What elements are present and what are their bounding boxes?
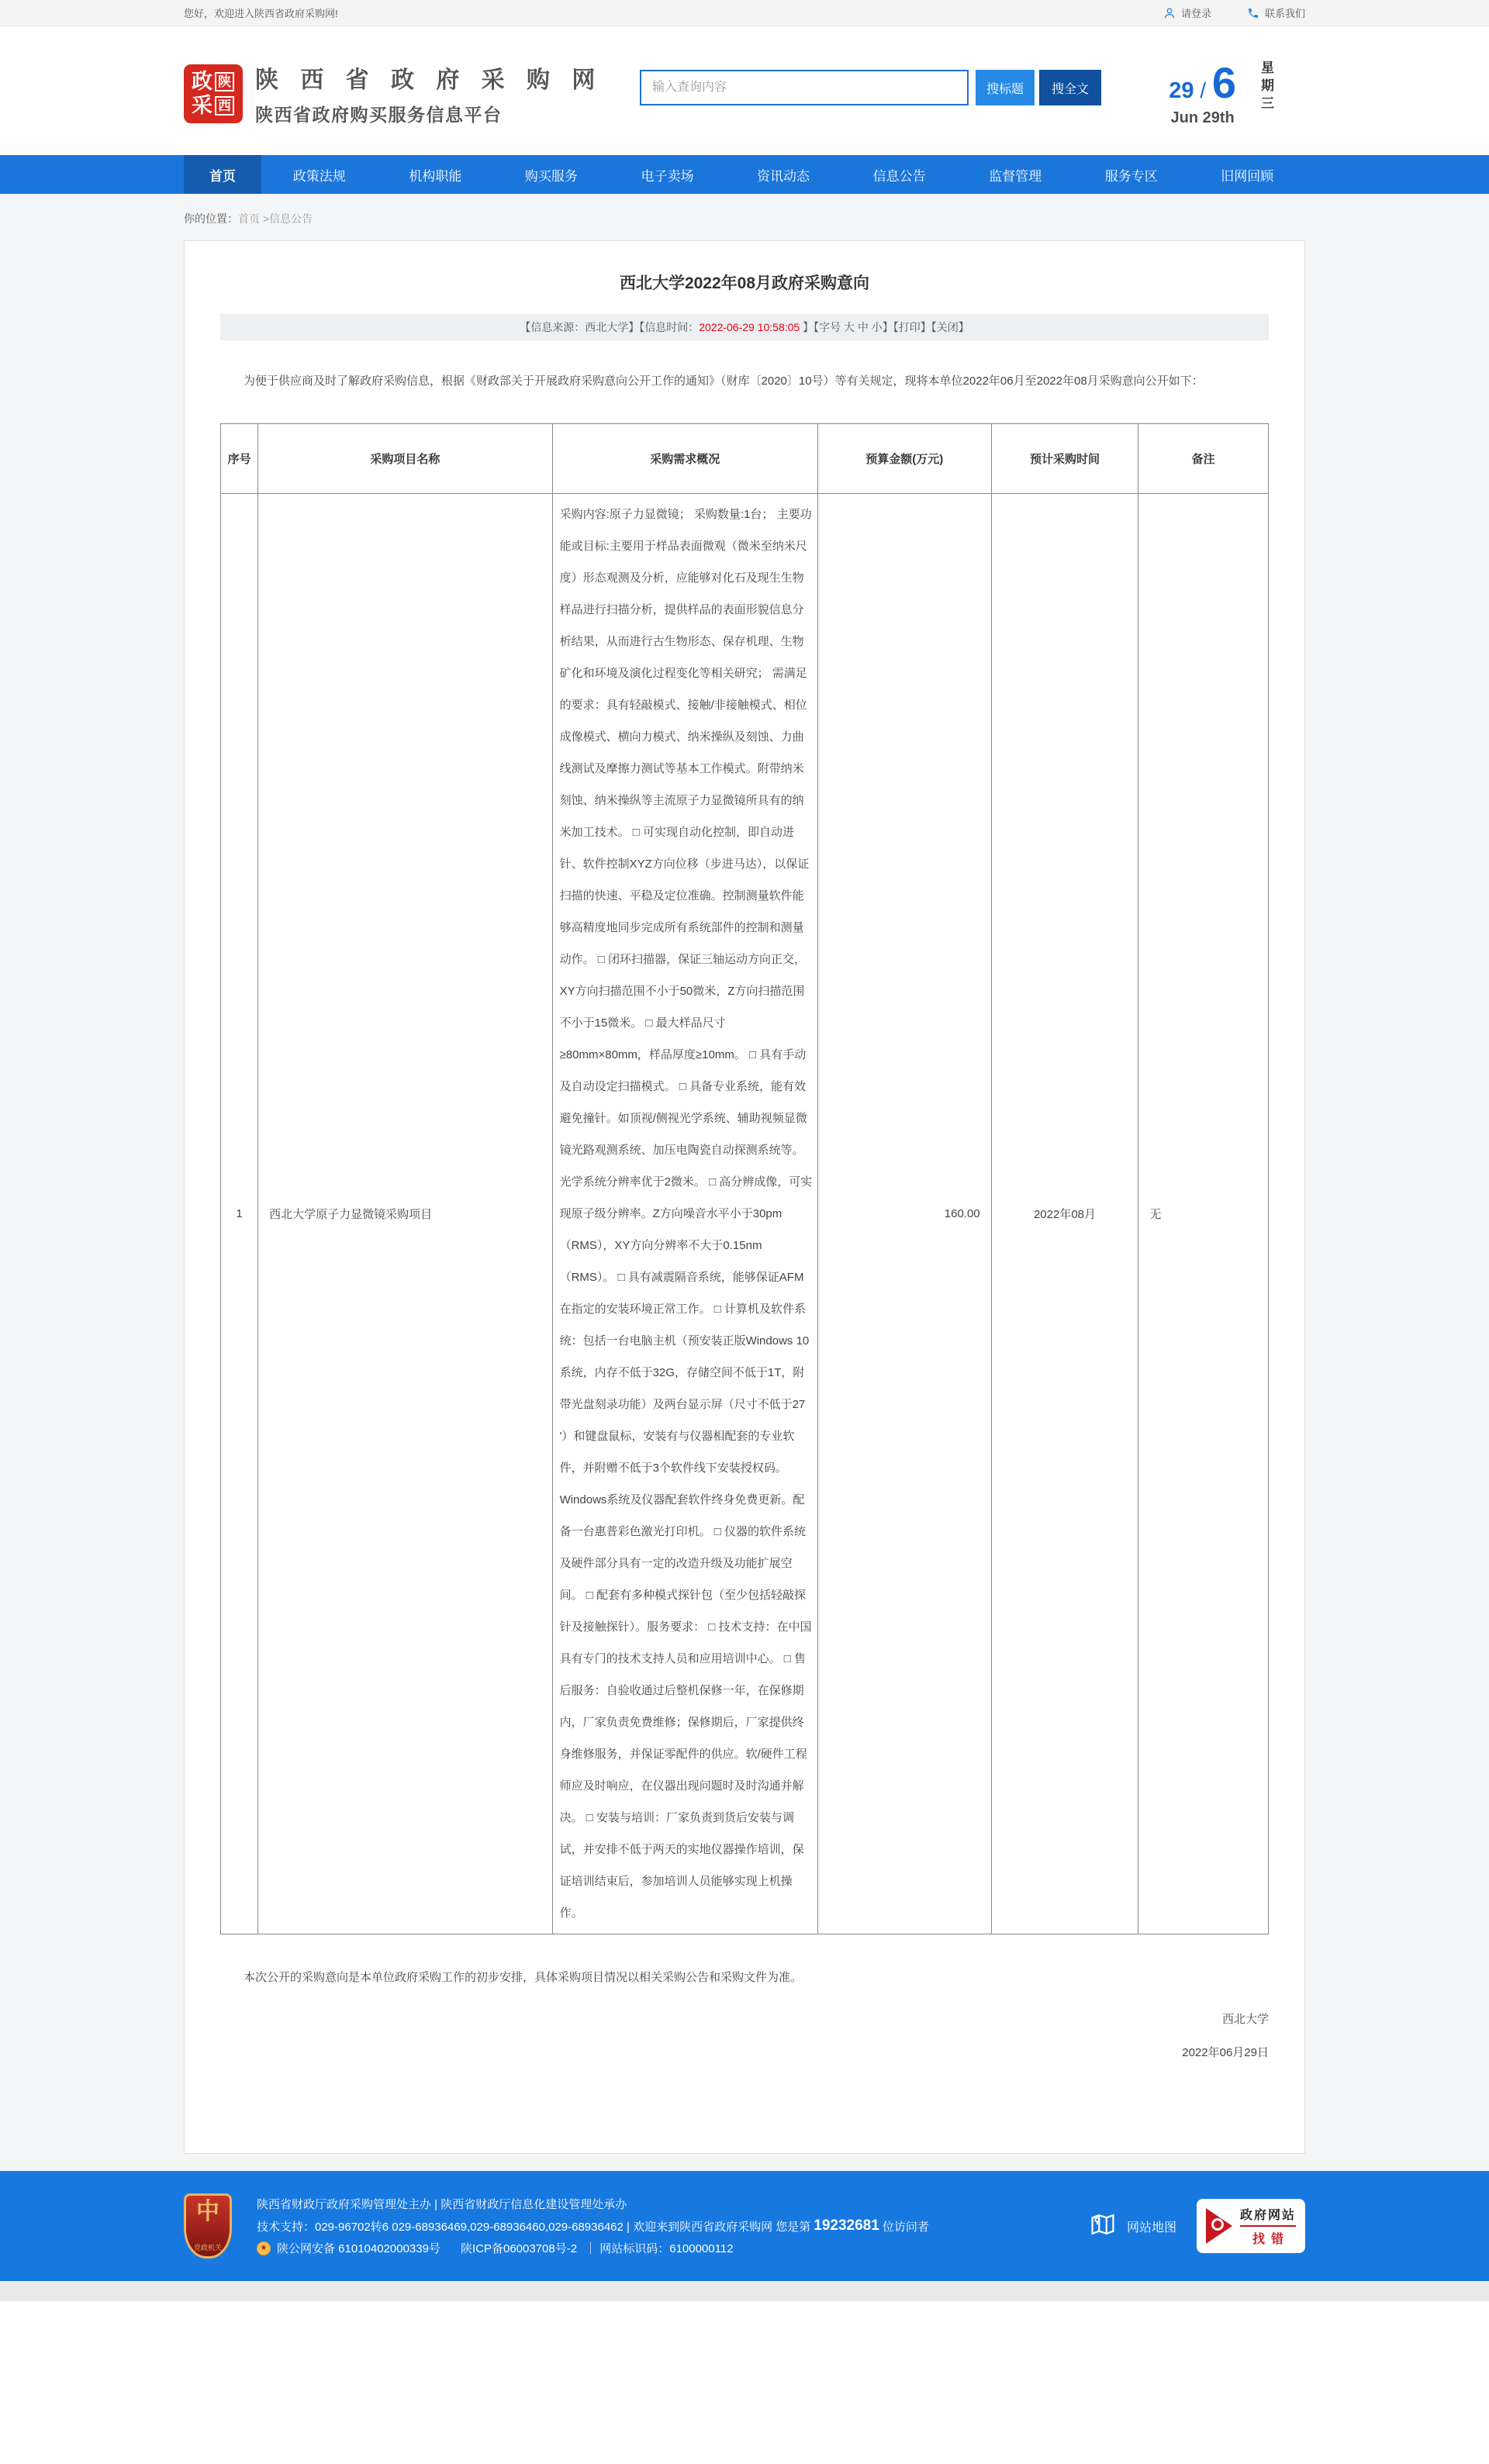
- search-title-button[interactable]: 搜标题: [976, 70, 1035, 105]
- find-error-icon: [1206, 2208, 1232, 2244]
- search-fulltext-button[interactable]: 搜全文: [1039, 70, 1101, 105]
- user-icon: [1163, 7, 1176, 19]
- row-budget: 160.00: [817, 494, 991, 1934]
- welcome-text: 您好，欢迎进入陕西省政府采购网!: [184, 8, 338, 19]
- date-widget: 29 / 6 Jun 29th 星期三: [1169, 57, 1276, 127]
- footer-beian-line: [257, 2240, 1073, 2256]
- nav-item-functions[interactable]: 机构职能: [409, 168, 462, 184]
- main-nav: [0, 155, 1489, 194]
- signature-date: 2022年06月29日: [1182, 2046, 1269, 2059]
- closing-paragraph: 本次公开的采购意向是本单位政府采购工作的初步安排，具体采购项目情况以相关采购公告和采购文件为准。: [244, 1971, 803, 1984]
- search-input[interactable]: [640, 70, 969, 105]
- nav-item-announcements[interactable]: 信息公告: [872, 168, 926, 184]
- footer: [0, 2171, 1489, 2281]
- col-header-requirement: 采购需求概况: [552, 424, 817, 494]
- footer-support-line: 技术支持：029-96702转6 029-68936469,029-68936460,029-68936462 | 欢迎来到陕西省政府采购网 您是第 19232681 位访问者: [257, 2217, 929, 2234]
- page-title: 西北大学2022年08月政府采购意向: [619, 274, 870, 292]
- logo-icon: 政 陕 采 西: [184, 64, 243, 123]
- nav-item-service-zone[interactable]: 服务专区: [1104, 168, 1158, 184]
- bottom-strip: [0, 2281, 1489, 2301]
- table-header-row: [221, 424, 1269, 494]
- government-emblem-icon: 中 党政机关: [184, 2193, 232, 2259]
- weekday-label: 星期三: [1259, 60, 1273, 114]
- breadcrumb-current: >信息公告: [260, 212, 313, 225]
- beian-link[interactable]: 陕公网安备 61010402000339号: [277, 2242, 440, 2255]
- footer-organizer-line: 陕西省财政厅政府采购管理处主办 | 陕西省财政厅信息化建设管理处承办: [257, 2198, 627, 2211]
- site-header: [0, 26, 1489, 155]
- nav-item-policies[interactable]: 政策法规: [292, 168, 346, 184]
- site-logo[interactable]: [184, 60, 603, 126]
- main-area: [0, 194, 1489, 2171]
- site-subtitle: 陕西省政府购买服务信息平台: [255, 105, 503, 125]
- map-icon: [1088, 2210, 1118, 2243]
- col-header-name: 采购项目名称: [258, 424, 552, 494]
- table-row: [221, 494, 1269, 1934]
- breadcrumb: 你的位置：首页 >信息公告: [184, 212, 313, 225]
- search-area: [640, 70, 1101, 105]
- col-header-budget: 预算金额(万元): [817, 424, 991, 494]
- login-link[interactable]: 请登录: [1163, 5, 1211, 20]
- nav-item-emarket[interactable]: 电子卖场: [641, 168, 694, 184]
- col-header-no: 序号: [221, 424, 258, 494]
- article-card: [184, 240, 1305, 2154]
- nav-item-old-site[interactable]: 旧网回顾: [1221, 168, 1274, 184]
- date-english: Jun 29th: [1170, 109, 1235, 126]
- col-header-time: 预计采购时间: [991, 424, 1138, 494]
- breadcrumb-home-link[interactable]: 首页: [238, 212, 260, 225]
- topbar: [0, 0, 1489, 26]
- row-project-name: 西北大学原子力显微镜采购项目: [258, 494, 552, 1934]
- contact-link[interactable]: 联系我们: [1247, 5, 1305, 20]
- date-day: 29: [1169, 78, 1194, 103]
- signature: 西北大学: [1221, 2013, 1269, 2026]
- date-month: 6: [1211, 58, 1236, 107]
- row-no: 1: [221, 494, 258, 1934]
- font-size-controls[interactable]: 【字号 大 中 小】: [814, 321, 893, 333]
- phone-icon: [1247, 7, 1259, 19]
- gov-site-error-report-badge[interactable]: 政府网站 找错: [1197, 2199, 1305, 2253]
- close-button[interactable]: 【关闭】: [931, 321, 969, 333]
- nav-item-home[interactable]: 首页: [184, 155, 261, 194]
- row-time: 2022年08月: [991, 494, 1138, 1934]
- site-code: ｜ 网站标识码：6100000112: [585, 2242, 734, 2255]
- col-header-note: 备注: [1138, 424, 1269, 494]
- row-requirement: 采购内容:原子力显微镜； 采购数量:1台； 主要功能或目标:主要用于样品表面微观（微米至纳米尺度）形态观测及分析，应能够对化石及现生生物样品进行扫描分析，提供样品的表面形貌信息分析结果，从而进行古生物形态、保存机理、生物矿化和环境及演化过程变化等相关研究； 需满足的要求：具有轻敲模式、接触/非接触模式、相位成像模式、横向力模式、纳米操纵及刻蚀、力曲线测试及摩擦力测试等基本工作模式。附带纳米刻蚀、纳米操纵等主流原子力显微镜所具有的纳米加工技术。 □ 可实现自动化控制，即自动进针、软件控制XYZ方向位移（步进马达），以保证扫描的快速、平稳及定位准确。控制测量软件能够高精度地同步完成所有系统部件的控制和测量动作。 □ 闭环扫描器，保证三轴运动方向正交，XY方向扫描范围不小于50微米，Z方向扫描范围不小于15微米。 □ 最大样品尺寸≥80mm×80mm，样品厚度≥10mm。 □ 具有手动及自动设定扫描模式。 □ 具备专业系统，能有效避免撞针。如顶视/侧视光学系统、辅助视频显微镜光路观测系统、加压电陶瓷自动探测系统等。光学系统分辨率优于2微米。 □ 高分辨成像，可实现原子级分辨率。Z方向噪音水平小于30pm（RMS），XY方向分辨率不大于0.15nm（RMS）。 □ 具有减震隔音系统，能够保证AFM在指定的安装环境正常工作。 □ 计算机及软件系统：包括一台电脑主机（预安装正版Windows 10系统，内存不低于32G，存储空间不低于1T，附带光盘刻录功能）及两台显示屏（尺寸不低于27 '）和键盘鼠标，安装有与仪器相配套的专业软件，并附赠不低于3个软件线下安装授权码。Windows系统及仪器配套软件终身免费更新。配备一台惠普彩色激光打印机。 □ 仪器的软件系统及硬件部分具有一定的改造升级及功能扩展空间。 □ 配套有多种模式探针包（至少包括轻敲探针及接触探针）。服务要求： □ 技术支持：在中国具有专门的技术支持人员和应用培训中心。 □ 售后服务：自验收通过后整机保修一年，在保修期内，厂家负责免费维修；保修期后，厂家提供终身维修服务，并保证零配件的供应。软/硬件工程师应及时响应，在仪器出现问题时及时沟通并解决。 □ 安装与培训：厂家负责到货后安装与调试，并安排不低于两天的实地仪器操作培训，保证培训结束后，参加培训人员能够实现上机操作。: [552, 494, 817, 1934]
- procurement-table: [220, 423, 1269, 1934]
- article-meta-bar: 【信息来源：西北大学】【信息时间：2022-06-29 10:58:05 】【字号 大 中 小】【打印】【关闭】: [220, 314, 1269, 340]
- site-title: 陕 西 省 政 府 采 购 网: [255, 67, 603, 93]
- police-badge-icon: ★: [257, 2241, 271, 2255]
- print-button[interactable]: 【打印】: [893, 321, 931, 333]
- sitemap-link[interactable]: 网站地图: [1088, 2210, 1176, 2243]
- visitor-count: 19232681: [814, 2217, 879, 2234]
- nav-item-news[interactable]: 资讯动态: [757, 168, 810, 184]
- meta-time: 2022-06-29 10:58:05: [699, 321, 800, 333]
- meta-source: 【信息来源：西北大学】: [520, 321, 640, 333]
- nav-item-supervision[interactable]: 监督管理: [989, 168, 1042, 184]
- intro-paragraph: 为便于供应商及时了解政府采购信息，根据《财政部关于开展政府采购意向公开工作的通知》（财库〔2020〕10号）等有关规定，现将本单位2022年06月至2022年08月采购意向公开如下：: [244, 374, 1204, 388]
- row-note: 无: [1138, 494, 1269, 1934]
- icp-link[interactable]: 陕ICP备06003708号-2: [460, 2242, 578, 2255]
- nav-item-purchase-services[interactable]: 购买服务: [524, 168, 578, 184]
